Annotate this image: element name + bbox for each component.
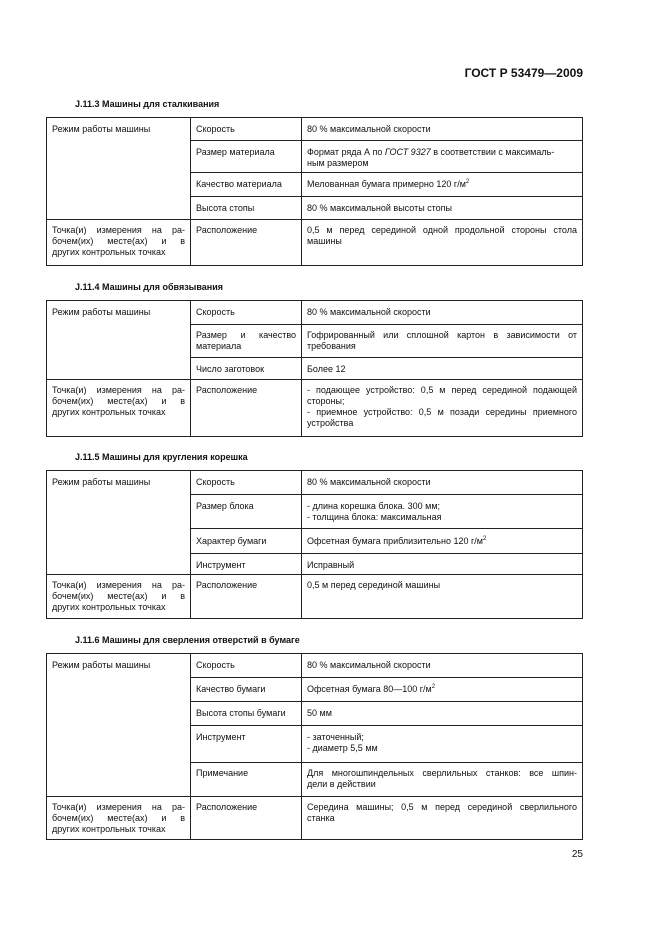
- value-line: стороны;: [307, 396, 345, 406]
- param-value: [302, 325, 583, 358]
- param-value: [302, 529, 583, 554]
- table-j11-5: [46, 470, 583, 619]
- mode-label: Режим работы машины: [47, 301, 191, 380]
- param-name: Размер материала: [191, 141, 302, 173]
- param-name: Скорость: [191, 471, 302, 495]
- label-line: бочем(их) месте(ах) и в: [52, 396, 185, 406]
- name-line: Размер и качество: [196, 330, 296, 340]
- location-value: 0,5 м перед серединой машины: [302, 575, 583, 619]
- mode-label: Режим работы машины: [47, 654, 191, 797]
- param-value: 80 % максимальной высоты стопы: [302, 197, 583, 220]
- value-line: Гофрированный или сплошной картон в зависимости от: [307, 330, 577, 340]
- label-line: других контрольных точках: [52, 247, 166, 257]
- location-name: Расположение: [191, 380, 302, 437]
- param-name: Число заготовок: [191, 358, 302, 380]
- param-value: [302, 173, 583, 197]
- table-j11-3: [46, 117, 583, 266]
- measurement-point-label: [47, 797, 191, 840]
- param-name: Высота стопы: [191, 197, 302, 220]
- location-name: Расположение: [191, 220, 302, 266]
- param-value: [302, 678, 583, 702]
- param-value: Более 12: [302, 358, 583, 380]
- superscript: 2: [482, 536, 487, 542]
- value-line: 0,5 м перед серединой одной продольной стороны стола: [307, 225, 577, 235]
- value-line: дели в действии: [307, 779, 376, 789]
- label-line: Точка(и) измерения на ра-: [52, 225, 185, 235]
- param-name: [191, 325, 302, 358]
- param-value: [302, 495, 583, 529]
- param-value: [302, 141, 583, 173]
- value-line: требования: [307, 341, 356, 351]
- param-name: Качество материала: [191, 173, 302, 197]
- value-line: - приемное устройство: 0,5 м позади середины приемного: [307, 407, 577, 417]
- label-line: бочем(их) месте(ах) и в: [52, 591, 185, 601]
- param-value: [302, 763, 583, 797]
- location-value: [302, 797, 583, 840]
- value-line: - подающее устройство: 0,5 м перед серединой подающей: [307, 385, 577, 395]
- location-name: Расположение: [191, 575, 302, 619]
- label-line: бочем(их) месте(ах) и в: [52, 236, 185, 246]
- value-text: ным размером: [307, 158, 369, 168]
- value-line: машины: [307, 236, 342, 246]
- param-value: 80 % максимальной скорости: [302, 471, 583, 495]
- standard-code: ГОСТ Р 53479—2009: [464, 66, 583, 80]
- table-j11-4: [46, 300, 583, 437]
- value-line: - заточенный;: [307, 732, 364, 742]
- param-name: Качество бумаги: [191, 678, 302, 702]
- mode-label: Режим работы машины: [47, 118, 191, 220]
- value-line: станка: [307, 813, 335, 823]
- param-name: Скорость: [191, 654, 302, 678]
- name-line: материала: [196, 341, 242, 351]
- param-name: Характер бумаги: [191, 529, 302, 554]
- value-text: в соответствии с максималь-: [430, 147, 555, 157]
- location-value: [302, 380, 583, 437]
- label-line: Точка(и) измерения на ра-: [52, 385, 185, 395]
- label-line: бочем(их) месте(ах) и в: [52, 813, 185, 823]
- value-text: Офсетная бумага приблизительно 120 г/м: [307, 536, 483, 546]
- standard-reference: ГОСТ 9327: [384, 147, 431, 157]
- value-line: - длина корешка блока. 300 мм;: [307, 501, 441, 511]
- param-value: Исправный: [302, 554, 583, 575]
- value-text: Мелованная бумага примерно 120 г/м: [307, 179, 466, 189]
- section-title-j11-4: J.11.4 Машины для обвязывания: [75, 282, 223, 292]
- section-title-j11-3: J.11.3 Машины для сталкивания: [75, 99, 220, 109]
- param-value: 50 мм: [302, 702, 583, 726]
- mode-label: Режим работы машины: [47, 471, 191, 575]
- superscript: 2: [431, 684, 436, 690]
- measurement-point-label: [47, 220, 191, 266]
- location-value: [302, 220, 583, 266]
- param-name: Инструмент: [191, 726, 302, 763]
- label-line: Точка(и) измерения на ра-: [52, 580, 185, 590]
- measurement-point-label: [47, 380, 191, 437]
- section-title-j11-6: J.11.6 Машины для сверления отверстий в бумаге: [75, 635, 300, 645]
- page-number: 25: [571, 849, 583, 860]
- param-value: 80 % максимальной скорости: [302, 118, 583, 141]
- label-line: других контрольных точках: [52, 602, 166, 612]
- param-name: Размер блока: [191, 495, 302, 529]
- value-text: Формат ряда А по: [307, 147, 385, 157]
- param-name: Инструмент: [191, 554, 302, 575]
- param-value: 80 % максимальной скорости: [302, 654, 583, 678]
- value-line: Для многошпиндельных сверлильных станков: все шпин-: [307, 768, 577, 778]
- location-name: Расположение: [191, 797, 302, 840]
- value-text: Офсетная бумага 80—100 г/м: [307, 684, 432, 694]
- superscript: 2: [465, 179, 470, 185]
- value-line: устройства: [307, 418, 354, 428]
- label-line: Точка(и) измерения на ра-: [52, 802, 185, 812]
- label-line: других контрольных точках: [52, 407, 166, 417]
- measurement-point-label: [47, 575, 191, 619]
- param-value: 80 % максимальной скорости: [302, 301, 583, 325]
- param-name: Скорость: [191, 118, 302, 141]
- param-name: Высота стопы бумаги: [191, 702, 302, 726]
- section-title-j11-5: J.11.5 Машины для кругления корешка: [75, 452, 248, 462]
- param-name: Скорость: [191, 301, 302, 325]
- param-name: Примечание: [191, 763, 302, 797]
- label-line: других контрольных точках: [52, 824, 166, 834]
- table-j11-6: [46, 653, 583, 840]
- param-value: [302, 726, 583, 763]
- value-line: Середина машины; 0,5 м перед серединой сверлильного: [307, 802, 577, 812]
- value-line: - толщина блока: максимальная: [307, 512, 442, 522]
- value-line: - диаметр 5,5 мм: [307, 743, 378, 753]
